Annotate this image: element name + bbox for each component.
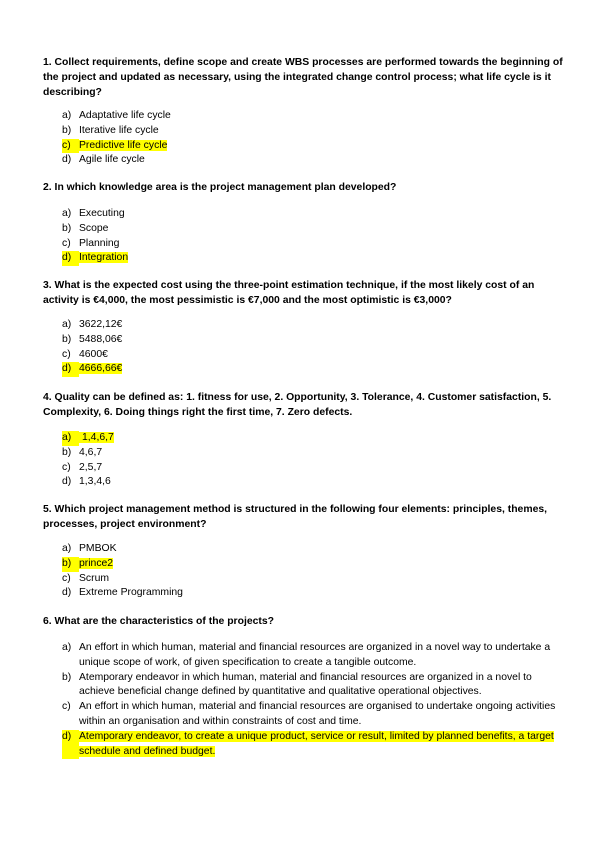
options-1 [62,109,562,168]
options-3 [62,318,562,377]
option-text: Extreme Programming [79,587,183,599]
option [62,348,562,363]
option-correct [62,730,562,760]
option [62,700,562,730]
option-text: PMBOK [79,543,117,554]
option [62,542,562,557]
option-text: 5488,06€ [79,333,123,345]
option-letter: c) [62,348,71,360]
option-correct [62,251,562,266]
option [62,153,562,168]
option [62,318,562,333]
option-letter: a) [62,208,72,219]
option [62,641,562,671]
option-text-highlighted: Atemporary endeavor, to create a unique product, service or result, limited by planned benefits, a target schedule and defined budget. [79,730,554,757]
option-letter: d) [62,251,79,266]
option-letter: d) [62,730,79,760]
option-text-highlighted: Predictive life cycle [79,139,168,151]
option-text: Agile life cycle [79,154,145,166]
option-letter: b) [62,333,72,345]
option-correct [62,557,562,572]
option-letter: a) [62,642,72,653]
option-letter: a) [62,110,72,121]
question-4: 4. Quality can be defined as: 1. fitness for use, 2. Opportunity, 3. Tolerance, 4. Customer satisfaction, 5. Complexity, 6. Doing things right the first time, 7. Zero defects. [43,392,552,418]
option-letter: c) [62,572,71,584]
option-letter: c) [62,237,71,249]
option [62,207,562,222]
question-2: 2. In which knowledge area is the project management plan developed? [43,182,397,193]
option-letter: a) [62,431,79,446]
option-text: 1,3,4,6 [79,476,111,488]
option-text-highlighted: Integration [79,252,129,264]
option-letter: d) [62,154,72,166]
option-letter: d) [62,587,72,599]
options-5 [62,542,562,601]
option-letter: c) [62,139,79,154]
option-text: Adaptative life cycle [79,110,171,121]
option-letter: c) [62,701,71,713]
option [62,475,562,490]
option-text: 4,6,7 [79,446,103,458]
option [62,333,562,348]
question-5: 5. Which project management method is structured in the following four elements: principles, themes, processes, project environment? [43,504,548,530]
option-letter: a) [62,319,72,330]
option [62,586,562,601]
option-letter: b) [62,222,72,234]
option [62,124,562,139]
option-letter: c) [62,461,71,473]
question-1: 1. Collect requirements, define scope and create WBS processes are performed towards the beginning of the project and updated as necessary, using the integrated change control process; what life cycle is it describing? [43,57,563,98]
option-letter: b) [62,446,72,458]
option-text: 2,5,7 [79,461,103,473]
option-text: An effort in which human, material and financial resources are organized in a novel way to undertake a unique scope of work, of given specification to create a tangible outcome. [79,642,551,668]
option-letter: b) [62,671,72,683]
option [62,461,562,476]
question-3: 3. What is the expected cost using the three-point estimation technique, if the most likely cost of an activity is €4,000, the most pessimistic is €7,000 and the most optimistic is €3,000? [43,280,535,306]
option-text: 4600€ [79,348,108,360]
options-4 [62,431,562,490]
option-text-highlighted: 4666,66€ [79,363,123,375]
option [62,572,562,587]
option-text: 3622,12€ [79,319,123,330]
option-letter: d) [62,476,72,488]
option-text: Planning [79,237,120,249]
option-text-highlighted: prince2 [79,557,114,569]
option-text: Iterative life cycle [79,124,159,136]
option [62,446,562,461]
option-text: Scrum [79,572,110,584]
option-letter: b) [62,557,79,572]
option-letter: b) [62,124,72,136]
options-2 [62,207,562,266]
option [62,109,562,124]
option-text: Executing [79,208,125,219]
options-6 [62,641,562,759]
option [62,237,562,252]
option-text: Atemporary endeavor in which human, material and financial resources are organized in a novel to achieve beneficial change defined by quantitative and qualitative operational objectives. [79,671,532,698]
option [62,671,562,701]
option [62,222,562,237]
option-text: An effort in which human, material and financial resources are organised to undertake ongoing activities within an organisation and within constraints of cost and time. [79,701,556,727]
option-correct [62,139,562,154]
option-text: Scope [79,222,109,234]
question-6: 6. What are the characteristics of the projects? [43,616,274,627]
option-letter: d) [62,362,79,377]
option-letter: a) [62,543,72,554]
option-correct [62,431,562,446]
option-text-highlighted: 1,4,6,7 [79,432,114,443]
option-correct [62,362,562,377]
